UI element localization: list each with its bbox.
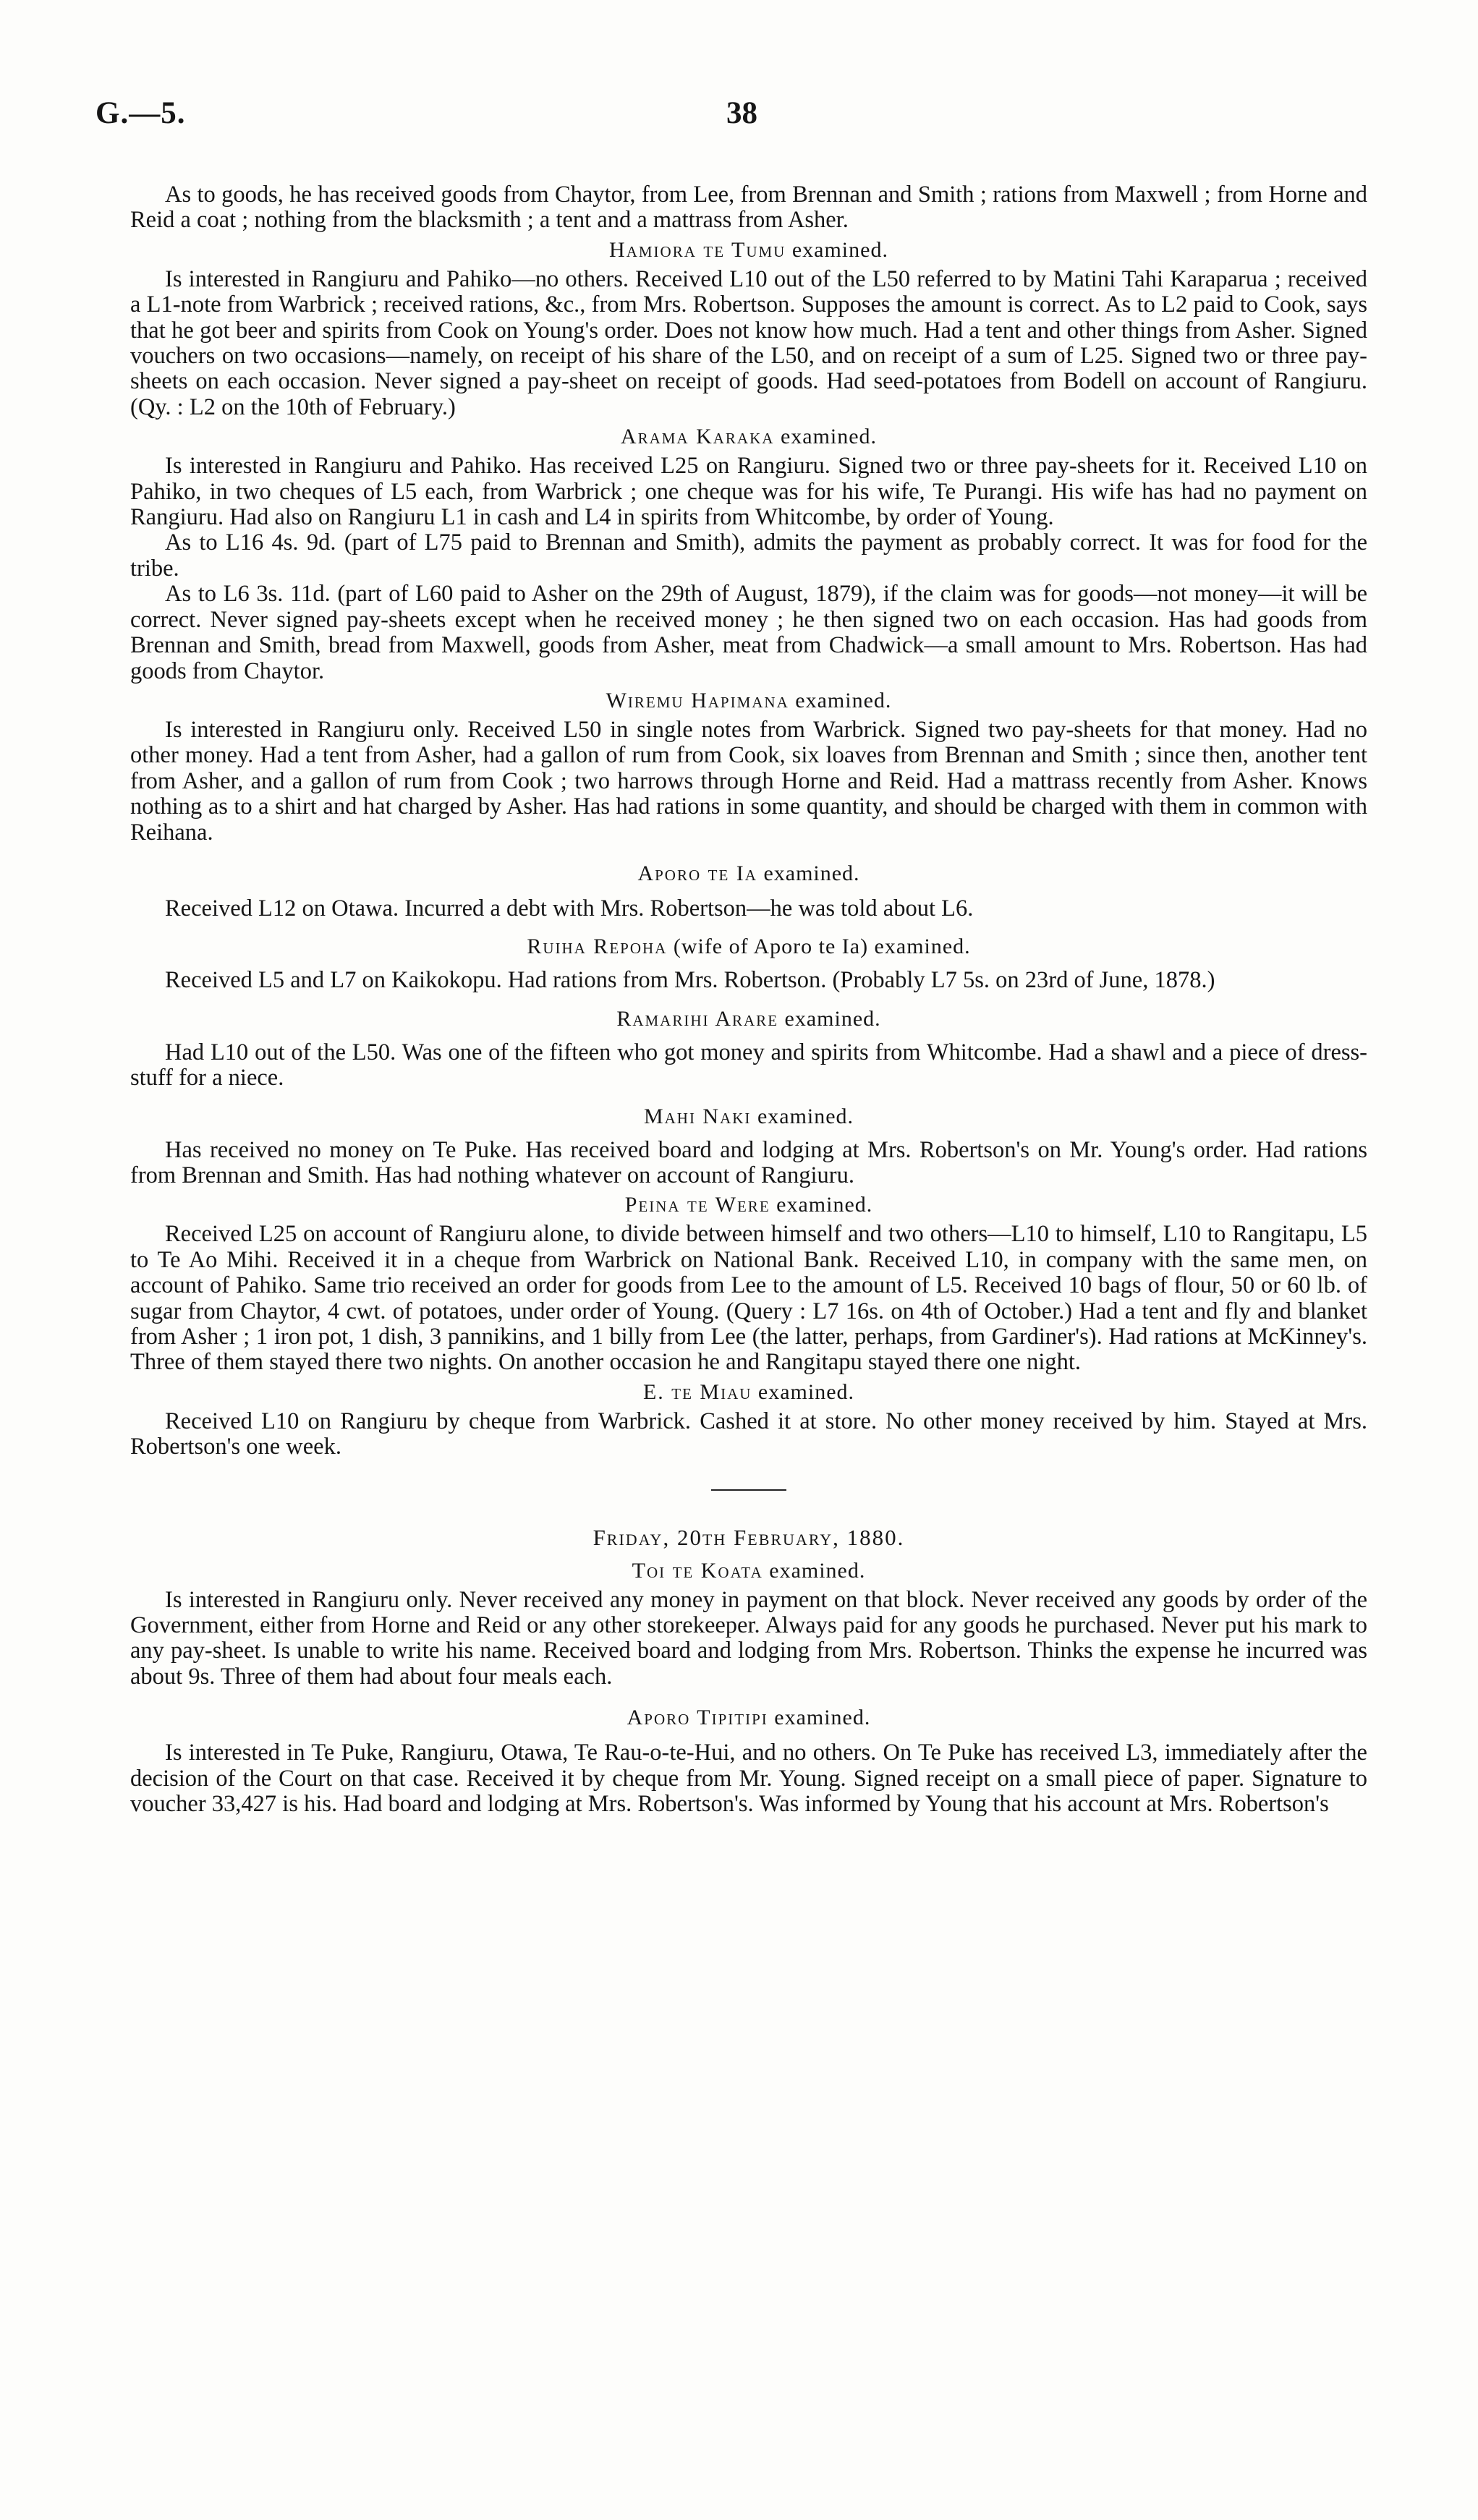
witness-heading-suffix: examined. [795, 688, 892, 712]
page-header [95, 95, 1369, 146]
paragraph: As to L16 4s. 9d. (part of L75 paid to Brennan and Smith), admits the payment as probably correct. It was for food for the tribe. [130, 529, 1367, 582]
page-number: 38 [726, 96, 757, 130]
witness-heading-suffix: examined. [757, 1104, 854, 1128]
paragraph: As to goods, he has received goods from Chaytor, from Lee, from Brennan and Smith ; rations from Maxwell ; from Horne and Reid a coat ; nothing from the blacksmith ; a tent and a mattrass from Asher. [130, 182, 1367, 234]
witness-name: E. te Miau [642, 1379, 752, 1404]
witness-heading-suffix: examined. [776, 1193, 873, 1217]
witness-name: Wiremu Hapimana [606, 688, 789, 712]
witness-name: Peina te Were [624, 1193, 770, 1217]
witness-heading [130, 238, 1367, 263]
section-divider [711, 1489, 786, 1491]
witness-heading-suffix: examined. [784, 1006, 881, 1031]
witness-name: Ruiha Repoha [527, 935, 668, 959]
date-heading: Friday, 20th February, 1880. [593, 1524, 905, 1550]
paragraph: Received L25 on account of Rangiuru alone, to divide between himself and two others—L10 to himself, L10 to Rangitapu, L5 to Te Ao Mihi. Received it in a cheque from Warbrick on National Bank. Received L10, in company with the same men, on account of Pahiko. Same trio received an order for goods from Lee to the amount of L5. Received 10 bags of flour, 50 or 60 lb. of sugar from Chaytor, 4 cwt. of potatoes, under order of Young. (Query : L7 16s. on 4th of October.) Had a tent and fly and blanket from Asher ; 1 iron pot, 1 dish, 3 pannikins, and 1 billy from Lee (the latter, perhaps, from Gardiner's). Had rations at McKinney's. Three of them stayed there two nights. On another occasion he and Rangitapu stayed there one night. [130, 1221, 1367, 1376]
witness-name: Hamiora te Tumu [609, 237, 786, 262]
paragraph: As to L6 3s. 11d. (part of L60 paid to Asher on the 29th of August, 1879), if the claim was for goods—not money—it will be correct. Never signed pay-sheets except when he received money ; he then signed two on each occasion. Has had goods from Brennan and Smith, bread from Maxwell, goods from Asher, meat from Chadwick—a small amount to Mrs. Robertson. Has had goods from Chaytor. [130, 581, 1367, 684]
witness-heading [130, 1007, 1367, 1031]
witness-heading-suffix: examined. [780, 425, 878, 449]
paragraph: Received L10 on Rangiuru by cheque from Warbrick. Cashed it at store. No other money received by him. Stayed at Mrs. Robertson's one week. [130, 1408, 1367, 1460]
paragraph: Had L10 out of the L50. Was one of the fifteen who got money and spirits from Whitcombe. Had a shawl and a piece of dress-stuff for a niece. [130, 1039, 1367, 1091]
witness-name: Arama Karaka [620, 425, 775, 449]
witness-heading [130, 935, 1367, 959]
paragraph: Is interested in Rangiuru and Pahiko—no others. Received L10 out of the L50 referred to by Matini Tahi Karaparua ; received a L1-note from Warbrick ; received rations, &c., from Mrs. Robertson. Supposes the amount is correct. As to L2 paid to Cook, says that he got beer and spirits from Cook on Young's order. Does not know how much. Had a tent and other things from Asher. Signed vouchers on two occasions—namely, on receipt of his share of the L50, and on receipt of a sum of L25. Signed two or three pay-sheets on each occasion. Never signed a pay-sheet on receipt of goods. Had seed-potatoes from Bodell on account of Rangiuru. (Qy. : L2 on the 10th of February.) [130, 265, 1367, 420]
series-code: G.—5. [95, 96, 186, 130]
paragraph: Has received no money on Te Puke. Has received board and lodging at Mrs. Robertson's on Mr. Young's order. Had rations from Brennan and Smith. Has had nothing whatever on account of Rangiuru. [130, 1136, 1367, 1188]
document-body [130, 182, 1367, 1817]
paragraph: Is interested in Rangiuru and Pahiko. Has received L25 on Rangiuru. Signed two or three pay-sheets for it. Received L10 on Pahiko, in two cheques of L5 each, from Warbrick ; one cheque was for his wife, Te Purangi. His wife has had no payment on Rangiuru. Had also on Rangiuru L1 in cash and L4 in spirits from Whitcombe, by order of Young. [130, 453, 1367, 531]
paragraph: Is interested in Rangiuru only. Never received any money in payment on that block. Never received any goods by order of the Government, either from Horne and Reid or any other storekeeper. Always paid for any goods he purchased. Never put his mark to any pay-sheet. Is unable to write his name. Received board and lodging from Mrs. Robertson. Thinks the expense he incurred was about 9s. Three of them had about four meals each. [130, 1586, 1367, 1690]
witness-name: Toi te Koata [632, 1558, 763, 1583]
paragraph: Received L12 on Otawa. Incurred a debt with Mrs. Robertson—he was told about L6. [165, 895, 974, 921]
witness-heading [130, 1380, 1367, 1405]
witness-name: Aporo te Ia [637, 861, 757, 885]
witness-heading-suffix: examined. [791, 237, 888, 262]
witness-heading-suffix: examined. [763, 861, 860, 885]
witness-heading-suffix: examined. [774, 1706, 871, 1730]
witness-heading [130, 1104, 1367, 1129]
paragraph: Is interested in Rangiuru only. Received L50 in single notes from Warbrick. Signed two pay-sheets for that money. Had no other money. Had a tent from Asher, had a gallon of rum from Cook, six loaves from Brennan and Smith ; since then, another tent from Asher, and a gallon of rum from Cook ; two harrows through Horne and Reid. Had a mattrass recently from Asher. Knows nothing as to a shirt and hat charged by Asher. Has had rations in some quantity, and should be charged with them in common with Reihana. [130, 716, 1367, 846]
witness-heading-suffix: examined. [757, 1379, 855, 1404]
witness-heading [130, 689, 1367, 713]
witness-heading-suffix: examined. [769, 1558, 866, 1583]
witness-heading [130, 861, 1367, 886]
witness-heading [130, 1193, 1367, 1217]
witness-heading [130, 425, 1367, 449]
witness-heading [130, 1706, 1367, 1730]
witness-name: Mahi Naki [643, 1104, 752, 1128]
witness-name: Aporo Tipitipi [627, 1706, 768, 1730]
witness-heading [130, 1559, 1367, 1583]
paragraph: Is interested in Te Puke, Rangiuru, Otawa, Te Rau-o-te-Hui, and no others. On Te Puke has received L3, immediately after the decision of the Court on that case. Received it by cheque from Mr. Young. Signed receipt on a small piece of paper. Signature to voucher 33,427 is his. Had board and lodging at Mrs. Robertson's. Was informed by Young that his account at Mrs. Robertson's [130, 1740, 1367, 1818]
witness-heading-suffix: (wife of Aporo te Ia) examined. [673, 935, 971, 959]
witness-name: Ramarihi Arare [616, 1006, 779, 1031]
paragraph: Received L5 and L7 on Kaikokopu. Had rations from Mrs. Robertson. (Probably L7 5s. on 23rd of June, 1878.) [165, 967, 1215, 994]
